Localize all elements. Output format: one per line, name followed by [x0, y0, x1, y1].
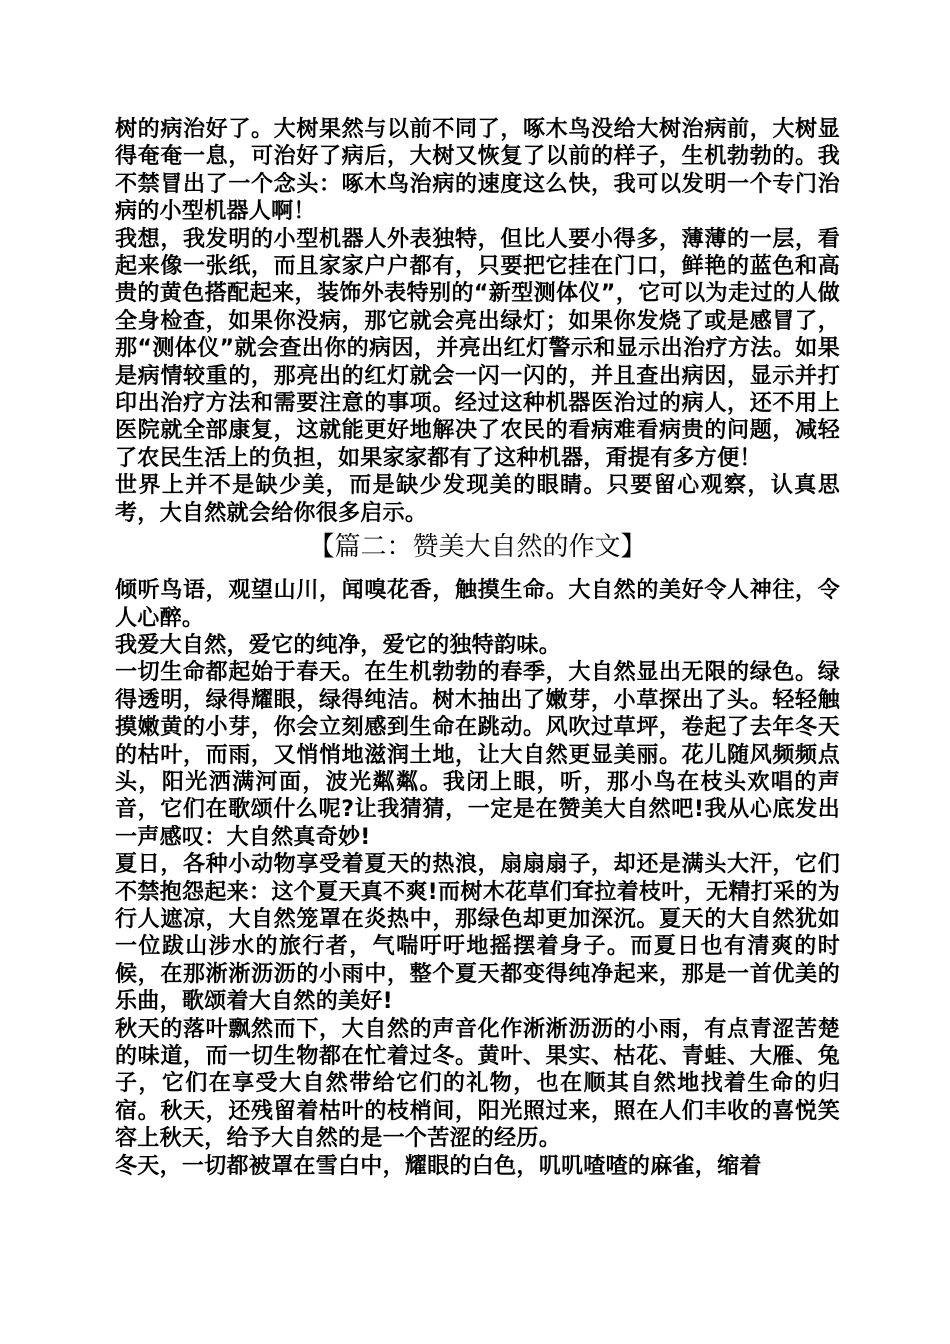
section-heading: 【篇二：赞美大自然的作文】: [308, 532, 647, 563]
paragraph-beauty-conclusion: 世界上并不是缺少美，而是缺少发现美的眼睛。只要留心观察，认真思考，大自然就会给你很多启示。: [115, 473, 840, 526]
paragraph-love-nature: 我爱大自然，爱它的纯净，爱它的独特韵味。: [115, 632, 562, 658]
paragraph-intro: 倾听鸟语，观望山川，闻嗅花香，触摸生命。大自然的美好令人神往，令人心醉。: [115, 578, 840, 631]
document-page: [115, 116, 840, 1180]
paragraph-robot-invention: 我想，我发明的小型机器人外表独特，但比人要小得多，薄薄的一层，看起来像一张纸，而且家家户户都有，只要把它挂在门口，鲜艳的蓝色和高贵的黄色搭配起来，装饰外表特别的“新型测体仪”，它可以为走过的人做全身检查，如果你没病，那它就会亮出绿灯；如果你发烧了或是感冒了，那“测体仪”就会查出你的病因，并亮出红灯警示和显示出治疗方法。如果是病情较重的，那亮出的红灯就会一闪一闪的，并且查出病因，显示并打印出治疗方法和需要注意的事项。经过这种机器医治过的病人，还不用上医院就全部康复，这就能更好地解决了农民的看病难看病贵的问题，减轻了农民生活上的负担，如果家家都有了这种机器，甭提有多方便！: [115, 226, 840, 471]
paragraph-summer: 夏日，各种小动物享受着夏天的热浪，扇扇扇子，却还是满头大汗，它们不禁抱怨起来：这个夏天真不爽!而树木花草们耷拉着枝叶，无精打采的为行人遮凉，大自然笼罩在炎热中，那绿色却更加深沉。夏天的大自然犹如一位跋山涉水的旅行者，气喘吁吁地摇摆着身子。而夏日也有清爽的时候，在那淅淅沥沥的小雨中，整个夏天都变得纯净起来，那是一首优美的乐曲，歌颂着大自然的美好!: [115, 852, 840, 1015]
paragraph-spring: 一切生命都起始于春天。在生机勃勃的春季，大自然显出无限的绿色。绿得透明，绿得耀眼，绿得纯洁。树木抽出了嫩芽，小草探出了头。轻轻触摸嫩黄的小芽，你会立刻感到生命在跳动。风吹过草坪，卷起了去年冬天的枯叶，而雨，又悄悄地滋润土地，让大自然更显美丽。花儿随风频频点头，阳光洒满河面，波光粼粼。我闭上眼，听，那小鸟在枝头欢唱的声音，它们在歌颂什么呢?让我猜猜，一定是在赞美大自然吧!我从心底发出一声感叹：大自然真奇妙!: [115, 660, 840, 850]
paragraph-winter: 冬天，一切都被罩在雪白中，耀眼的白色，叽叽喳喳的麻雀，缩着: [115, 1153, 762, 1179]
paragraph-woodpecker-ending: 树的病治好了。大树果然与以前不同了，啄木鸟没给大树治病前，大树显得奄奄一息，可治好了病后，大树又恢复了以前的样子，生机勃勃的。我不禁冒出了一个念头：啄木鸟治病的速度这么快，我可以发明一个专门治病的小型机器人啊！: [115, 117, 840, 225]
paragraph-autumn: 秋天的落叶飘然而下，大自然的声音化作淅淅沥沥的小雨，有点青涩苦楚的味道，而一切生物都在忙着过冬。黄叶、果实、枯花、青蛙、大雁、兔子，它们在享受大自然带给它们的礼物，也在顺其自然地找着生命的归宿。秋天，还残留着枯叶的枝梢间，阳光照过来，照在人们丰收的喜悦笑容上秋天，给予大自然的是一个苦涩的经历。: [115, 1016, 840, 1152]
